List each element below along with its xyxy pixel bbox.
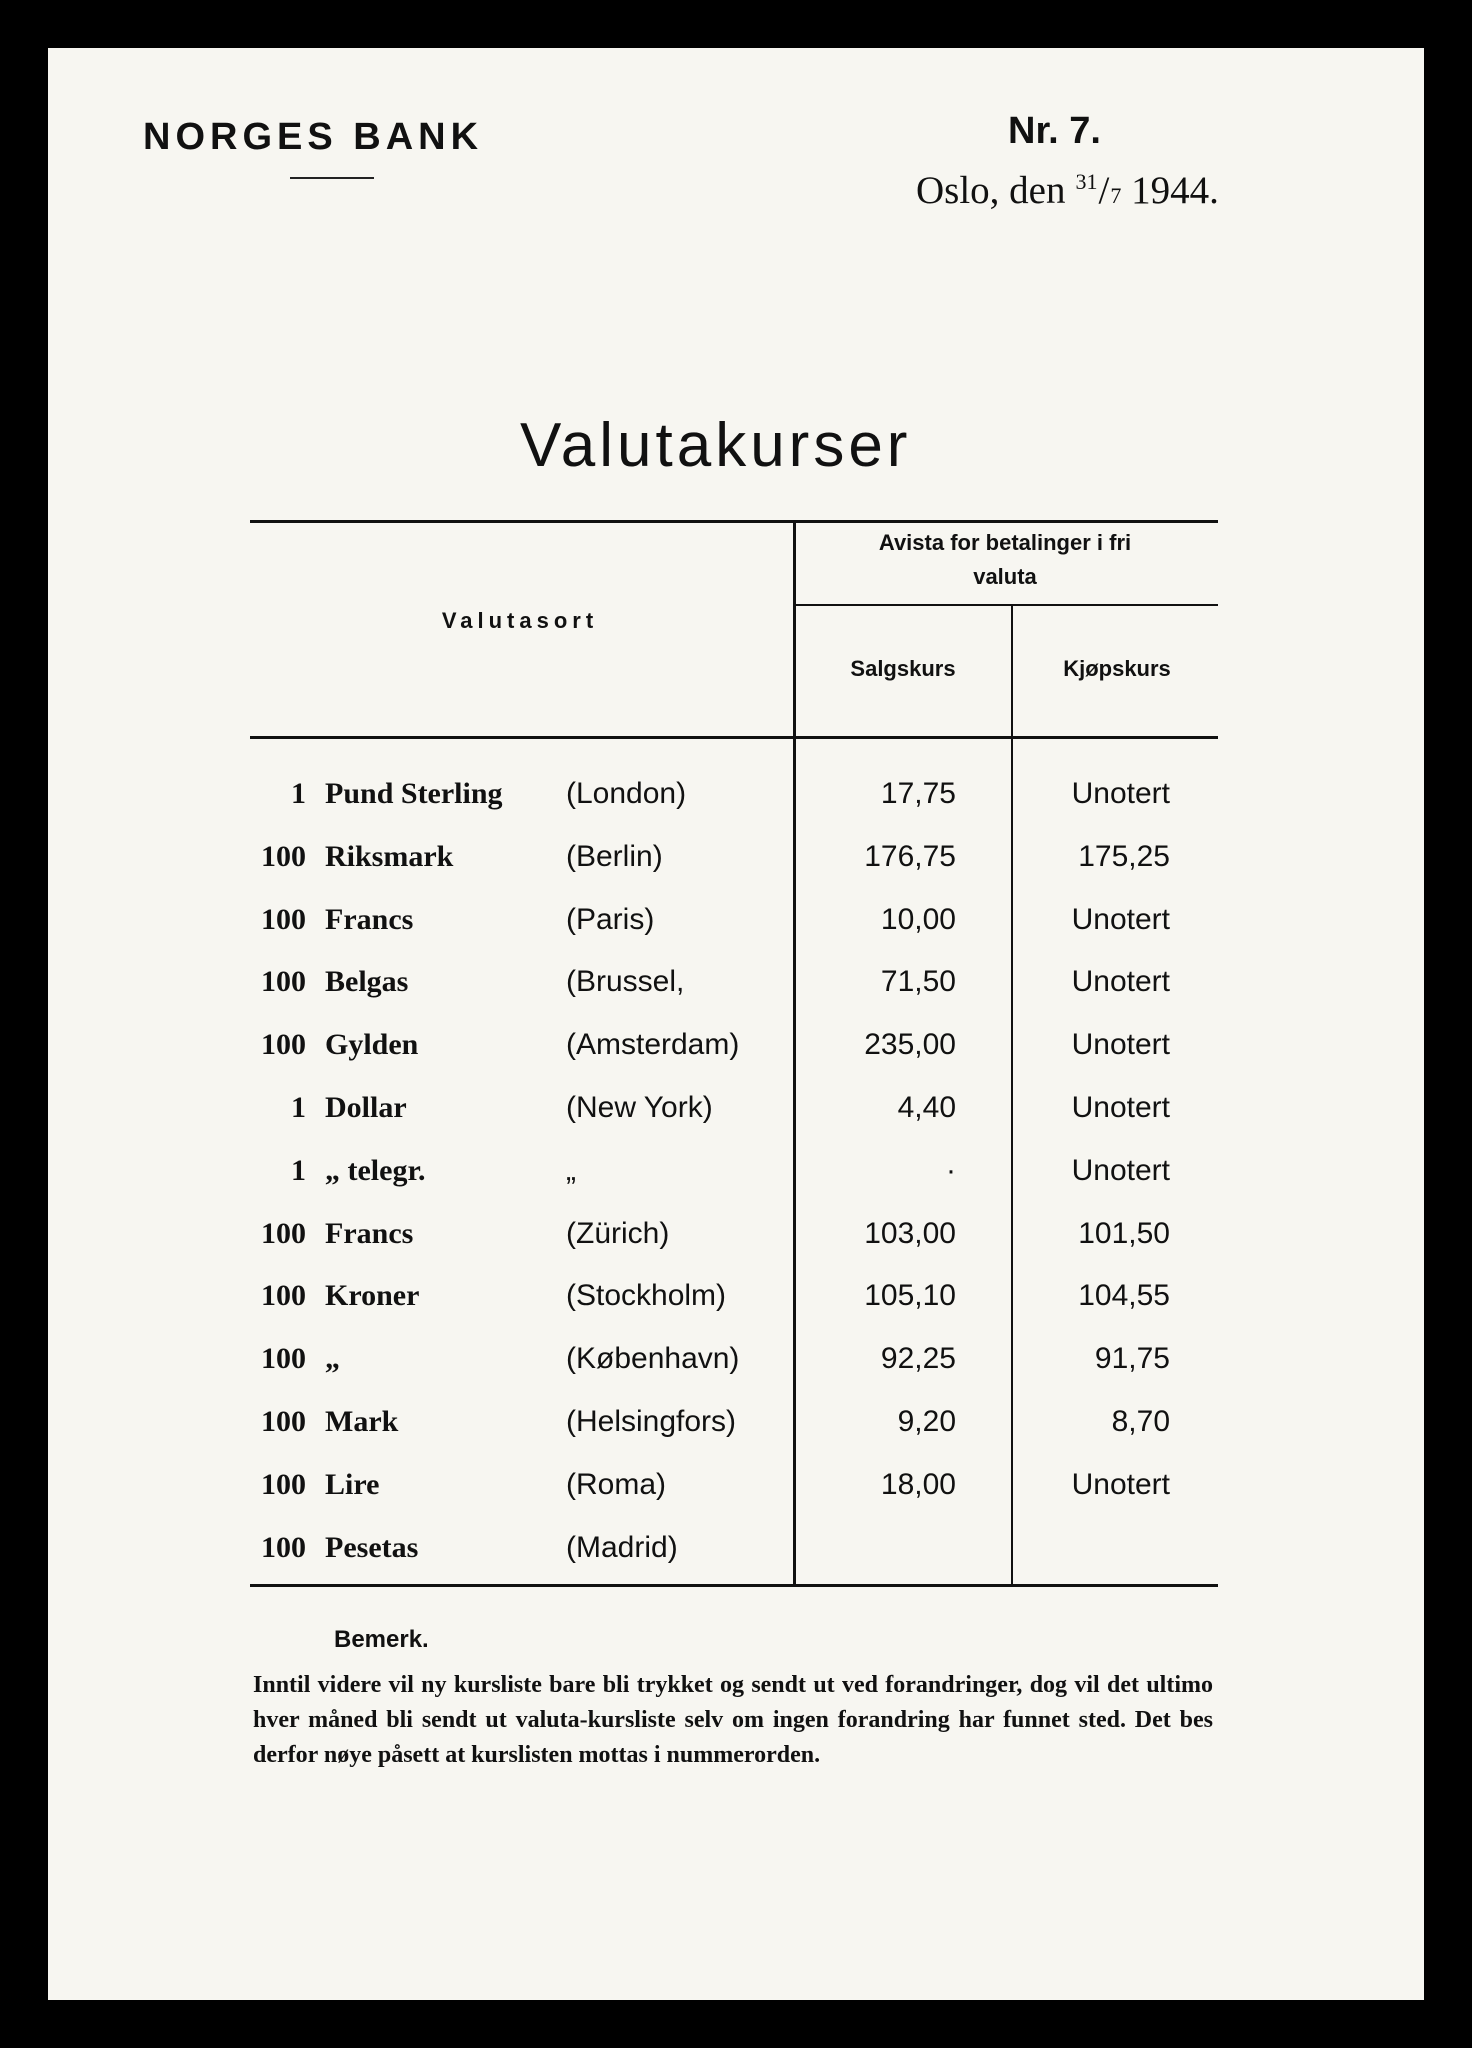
sell-rate: 4,40 xyxy=(897,1091,956,1124)
table-row xyxy=(0,1457,1472,1517)
currency-city: (Roma) xyxy=(566,1467,667,1501)
currency-city: (New York) xyxy=(566,1091,713,1124)
date-prefix: Oslo, den xyxy=(916,169,1066,212)
sell-rate: 103,00 xyxy=(864,1216,956,1250)
currency-city: (Zürich) xyxy=(566,1216,670,1250)
buy-rate: Unotert xyxy=(1071,902,1170,936)
sell-rate: 18,00 xyxy=(880,1467,956,1501)
currency-name: Kroner xyxy=(325,1279,420,1313)
currency-name: Francs xyxy=(325,1216,414,1250)
table-row xyxy=(0,1206,1472,1266)
page-title: Valutakurser xyxy=(520,411,912,480)
table-bottom-rule xyxy=(250,1584,1218,1587)
bank-name-underline xyxy=(290,177,374,179)
currency-name: „ xyxy=(325,1342,340,1376)
currency-city: „ xyxy=(566,1153,576,1187)
currency-name: Riksmark xyxy=(325,839,454,873)
currency-quantity: 100 xyxy=(261,1530,306,1564)
buy-rate: Unotert xyxy=(1071,1467,1170,1501)
table-row xyxy=(0,892,1472,952)
currency-city: (London) xyxy=(566,777,687,810)
currency-city: (København) xyxy=(566,1342,740,1376)
sell-rate: 9,20 xyxy=(897,1405,956,1438)
column-header-sell: Salgskurs xyxy=(850,656,956,681)
buy-rate: Unotert xyxy=(1071,1091,1170,1124)
date-day: 31 xyxy=(1075,169,1098,194)
currency-name: Gylden xyxy=(325,1028,419,1062)
currency-quantity: 100 xyxy=(261,902,306,936)
currency-quantity: 100 xyxy=(261,1216,306,1250)
buy-rate: 175,25 xyxy=(1078,839,1170,873)
buy-rate: 104,55 xyxy=(1078,1279,1170,1313)
table-row xyxy=(0,1520,1472,1580)
column-header-currency: Valutasort xyxy=(441,608,599,633)
sell-rate: 71,50 xyxy=(880,965,956,999)
currency-quantity: 100 xyxy=(261,1467,306,1501)
currency-quantity: 100 xyxy=(261,839,306,873)
sell-rate: 10,00 xyxy=(880,902,956,936)
table-row xyxy=(0,829,1472,889)
note-text: Inntil videre vil ny kursliste bare bli trykket og sendt ut ved forandringer, dog vil det ultimo hver måned bli sendt ut valuta-kursliste selv om ingen forandring har funnet sted. Det bes derfor nøye påsett at kurslisten mottas i nummerorden. xyxy=(253,1672,1213,1768)
buy-rate: Unotert xyxy=(1071,1153,1170,1187)
currency-city: (Helsingfors) xyxy=(566,1405,737,1438)
table-row xyxy=(0,1080,1472,1140)
date-month: 7 xyxy=(1110,183,1122,208)
column-group-header: Avista for betalinger i fri valuta xyxy=(878,530,1132,589)
buy-rate: Unotert xyxy=(1071,965,1170,999)
table-row xyxy=(0,1017,1472,1077)
dateline: Oslo, den $^{31}$/7 1944. xyxy=(916,169,1219,212)
document-number: Nr. 7. xyxy=(1008,110,1101,152)
currency-name: Dollar xyxy=(325,1091,407,1124)
table-row xyxy=(0,766,1472,826)
buy-rate: 91,75 xyxy=(1094,1342,1170,1376)
currency-city: (Amsterdam) xyxy=(566,1028,740,1062)
currency-name: Francs xyxy=(325,902,414,936)
bank-name: NORGES BANK xyxy=(143,116,484,158)
currency-name: Belgas xyxy=(325,965,409,999)
note-heading: Bemerk. xyxy=(334,1626,429,1653)
buy-rate: 101,50 xyxy=(1078,1216,1170,1250)
currency-city: (Berlin) xyxy=(566,839,663,873)
currency-city: (Paris) xyxy=(566,902,655,936)
currency-name: „ telegr. xyxy=(325,1153,426,1187)
sell-rate: · xyxy=(946,1153,956,1187)
group-header-rule xyxy=(794,604,1218,606)
currency-quantity: 100 xyxy=(261,1342,306,1376)
table-row xyxy=(0,1331,1472,1391)
currency-city: (Stockholm) xyxy=(566,1279,727,1313)
sell-rate: 105,10 xyxy=(864,1279,956,1313)
table-row xyxy=(0,1143,1472,1203)
table-row xyxy=(0,954,1472,1014)
currency-quantity: 100 xyxy=(261,1405,306,1438)
currency-name: Lire xyxy=(325,1467,380,1501)
currency-quantity: 1 xyxy=(291,1153,306,1187)
sell-rate: 17,75 xyxy=(880,777,956,810)
currency-quantity: 100 xyxy=(261,1028,306,1062)
buy-rate: 8,70 xyxy=(1111,1405,1170,1438)
currency-quantity: 100 xyxy=(261,965,306,999)
sell-rate: 176,75 xyxy=(864,839,956,873)
buy-rate: Unotert xyxy=(1071,777,1170,810)
sell-rate: 92,25 xyxy=(880,1342,956,1376)
currency-quantity: 100 xyxy=(261,1279,306,1313)
column-header-buy: Kjøpskurs xyxy=(1063,656,1171,681)
currency-city: (Brussel, xyxy=(566,965,685,999)
currency-name: Pesetas xyxy=(325,1530,419,1564)
table-row xyxy=(0,1394,1472,1454)
date-year: 1944. xyxy=(1131,169,1219,212)
table-row xyxy=(0,1268,1472,1328)
header-bottom-rule xyxy=(250,736,1218,739)
table-top-rule xyxy=(250,520,1218,523)
currency-quantity: 1 xyxy=(291,1091,306,1124)
currency-city: (Madrid) xyxy=(566,1530,678,1564)
sell-rate: 235,00 xyxy=(864,1028,956,1062)
buy-rate: Unotert xyxy=(1071,1028,1170,1062)
currency-name: Pund Sterling xyxy=(325,777,503,810)
currency-name: Mark xyxy=(325,1405,399,1438)
currency-quantity: 1 xyxy=(291,777,306,810)
